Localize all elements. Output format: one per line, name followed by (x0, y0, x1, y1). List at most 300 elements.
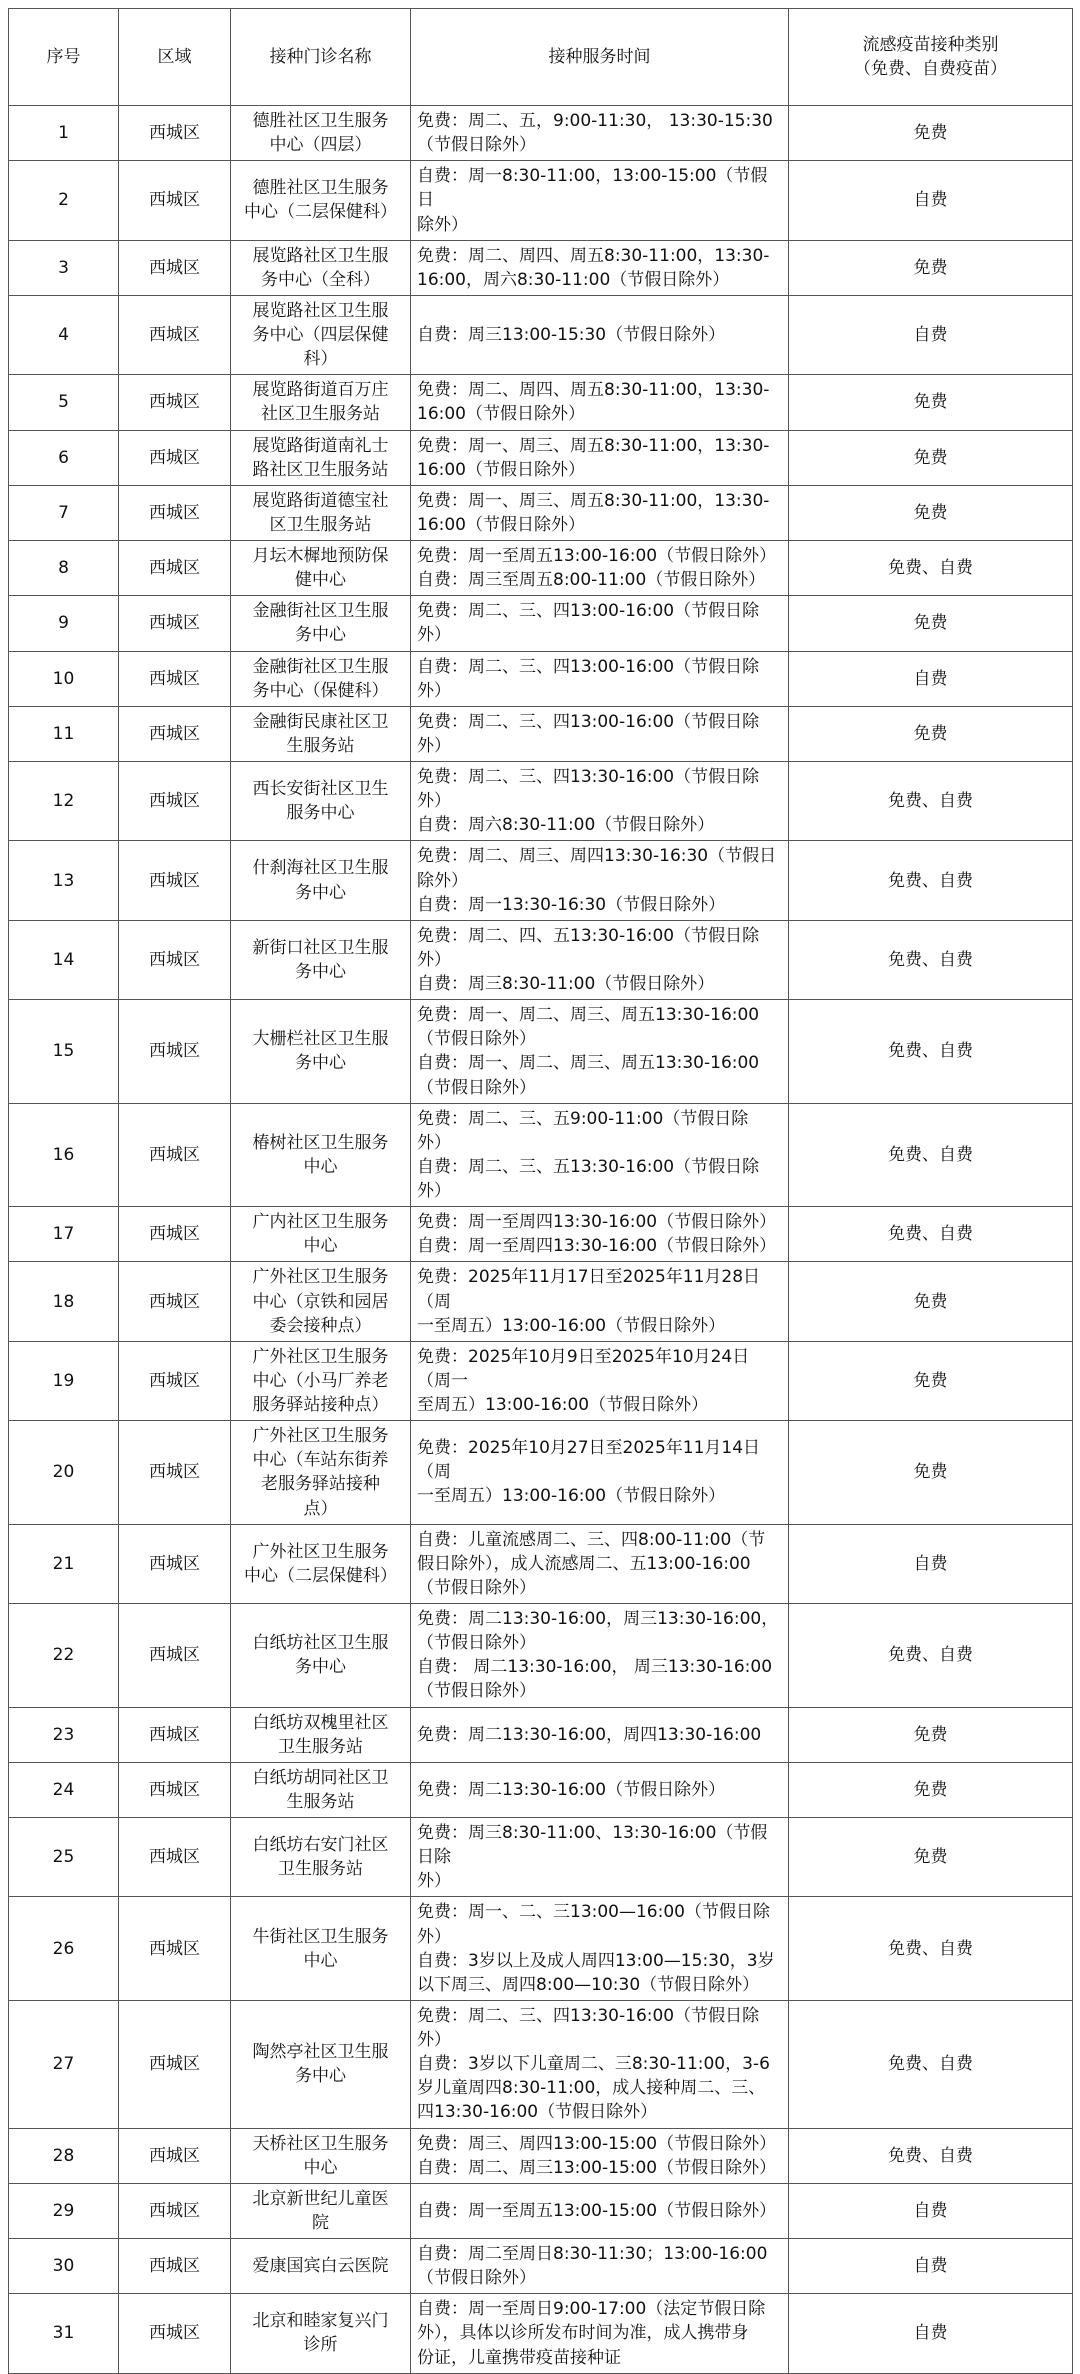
clinic-name-text: 展览路街道南礼士 路社区卫生服务站 (252, 435, 389, 480)
service-time-line: 自费：周一至周日9:00-17:00（法定节假日除 外），具体以诊所发布时间为准，成人携带身 份证，儿童携带疫苗接种证 (417, 2299, 766, 2368)
district-cell-text: 西城区 (149, 325, 200, 345)
service-time (411, 1762, 789, 1817)
service-time (411, 375, 789, 430)
row-number (9, 1524, 119, 1603)
district-cell-text: 西城区 (149, 1462, 200, 1483)
service-time-line: 免费：周一至周四13:30-16:00（节假日除外） (417, 1212, 777, 1233)
service-time-line: 免费：周三8:30-11:00、13:30-16:00（节假日除 外） (417, 1823, 768, 1892)
row-number (9, 1762, 119, 1817)
table-row (9, 1707, 1073, 1762)
service-time-line: 免费：周二13:30-16:00，周三13:30-16:00， （节假日除外） (417, 1609, 779, 1654)
district-cell (119, 541, 231, 596)
clinic-name-text: 爱康国宾白云医院 (252, 2256, 389, 2277)
service-time (411, 920, 789, 999)
table-row (9, 1421, 1073, 1525)
service-time-line: 自费： 周二13:30-16:00， 周三13:30-16:00 （节假日除外） (417, 1657, 773, 1702)
district-cell-text: 西城区 (149, 558, 200, 579)
clinic-name (231, 762, 411, 841)
vaccine-category-text: 免费、自费 (888, 1041, 973, 1062)
service-time-line: 自费：周二、周三13:00-15:00（节假日除外） (417, 2157, 777, 2178)
row-number (9, 541, 119, 596)
service-time (411, 841, 789, 920)
district-cell (119, 1604, 231, 1708)
table-row (9, 596, 1073, 651)
vaccine-category-text: 免费 (913, 1724, 948, 1745)
district-cell-text: 西城区 (149, 2323, 200, 2344)
row-number-text: 11 (52, 723, 75, 744)
row-number-text: 28 (52, 2145, 75, 2166)
vaccine-category-text: 免费、自费 (888, 1938, 973, 1959)
row-number (9, 841, 119, 920)
row-number-text: 30 (52, 2256, 75, 2277)
district-cell (119, 1818, 231, 1897)
row-number (9, 2183, 119, 2238)
row-number-text: 4 (58, 325, 69, 345)
table-row (9, 541, 1073, 596)
service-time (411, 2294, 789, 2373)
clinic-name-text: 广内社区卫生服务 中心 (252, 1212, 389, 1257)
table-row (9, 1262, 1073, 1341)
clinic-name-text: 北京和睦家复兴门 诊所 (252, 2311, 389, 2356)
row-number (9, 375, 119, 430)
clinic-name (231, 651, 411, 706)
row-number-text: 12 (52, 791, 75, 812)
service-time (411, 1707, 789, 1762)
district-cell (119, 1707, 231, 1762)
clinic-name-text: 陶然亭社区卫生服 务中心 (252, 2042, 389, 2087)
row-number (9, 2000, 119, 2128)
service-time (411, 2128, 789, 2183)
district-cell (119, 2128, 231, 2183)
service-time-line: 免费：周二、周三、周四13:30-16:30（节假日 除外） (417, 846, 777, 891)
service-time-line: 免费：周一、周二、周三、周五13:30-16:00 （节假日除外） (417, 1005, 760, 1050)
service-time-line: 免费：2025年11月17日至2025年11月28日（周 一至周五）13:00-16:00（节假日除外） (417, 1267, 761, 1336)
district-cell (119, 706, 231, 761)
district-cell (119, 1103, 231, 1207)
vaccine-category (789, 651, 1073, 706)
service-time-line: 自费：周一13:30-16:30（节假日除外） (417, 894, 726, 915)
table-row (9, 161, 1073, 240)
clinic-name (231, 2239, 411, 2294)
district-cell (119, 1524, 231, 1603)
district-cell-text: 西城区 (149, 1041, 200, 1062)
clinic-name (231, 1707, 411, 1762)
vaccine-category (789, 2239, 1073, 2294)
row-number-text: 26 (52, 1938, 75, 1959)
vaccine-category-text: 自费 (913, 668, 948, 689)
service-time (411, 1262, 789, 1341)
table-row (9, 485, 1073, 540)
service-time (411, 596, 789, 651)
vaccine-category-text: 免费 (913, 613, 948, 634)
service-time-line: 自费：周三至周五8:00-11:00（节假日除外） (417, 570, 766, 591)
row-number (9, 762, 119, 841)
vaccine-category (789, 2294, 1073, 2373)
header-serial-number: 序号 (9, 9, 119, 106)
table-row (9, 295, 1073, 374)
service-time-line: 免费：周二13:30-16:00，周四13:30-16:00 (417, 1724, 762, 1745)
district-cell (119, 1421, 231, 1525)
clinic-name (231, 1207, 411, 1262)
service-time (411, 2183, 789, 2238)
service-time (411, 2000, 789, 2128)
clinic-name (231, 1818, 411, 1897)
row-number-text: 7 (58, 502, 69, 523)
district-cell-text: 西城区 (149, 392, 200, 413)
service-time-line: 免费：周二、三、四13:30-16:00（节假日除 外） (417, 767, 760, 812)
vaccine-category-text: 免费 (913, 502, 948, 523)
clinic-name (231, 2128, 411, 2183)
vaccine-category-text: 自费 (913, 2323, 948, 2344)
vaccine-category-text: 免费 (913, 257, 948, 278)
vaccine-category (789, 1262, 1073, 1341)
vaccine-category-text: 免费、自费 (888, 558, 973, 579)
district-cell-text: 西城区 (149, 1847, 200, 1868)
district-cell-text: 西城区 (149, 791, 200, 812)
row-number-text: 14 (52, 949, 75, 970)
vaccine-category-text: 免费 (913, 1370, 948, 1391)
service-time-line: 自费：3岁以下儿童周二、三8:30-11:00，3-6 岁儿童周四8:30-11:00，成人接种周二、三、 四13:30-16:00（节假日除外） (417, 2054, 770, 2123)
row-number-text: 2 (58, 190, 69, 211)
row-number (9, 920, 119, 999)
header-row (9, 9, 1073, 106)
service-time-line: 免费：周一、周三、周五8:30-11:00，13:30- 16:00（节假日除外） (417, 435, 770, 480)
table-row (9, 1207, 1073, 1262)
row-number-text: 16 (52, 1144, 75, 1165)
row-number (9, 2239, 119, 2294)
vaccine-category-text: 免费 (913, 392, 948, 413)
vaccine-category-text: 免费、自费 (888, 1645, 973, 1666)
service-time-line: 免费：2025年10月9日至2025年10月24日（周一 至周五）13:00-16:00（节假日除外） (417, 1346, 750, 1415)
clinic-name (231, 2183, 411, 2238)
service-time (411, 1341, 789, 1420)
district-cell (119, 1207, 231, 1262)
vaccine-category-text: 自费 (913, 325, 948, 345)
service-time (411, 106, 789, 161)
header-clinic-name: 接种门诊名称 (231, 9, 411, 106)
district-cell (119, 161, 231, 240)
service-time (411, 240, 789, 295)
clinic-name-text: 德胜社区卫生服务 中心（四层） (252, 111, 389, 156)
vaccine-category-text: 自费 (913, 2256, 948, 2277)
row-number (9, 295, 119, 374)
table-row (9, 1897, 1073, 2001)
vaccine-category (789, 1818, 1073, 1897)
district-cell-text: 西城区 (149, 123, 200, 144)
service-time-line: 自费：3岁以上及成人周四13:00—15:30，3岁 以下周三、周四8:00—10:30（节假日除外） (417, 1950, 775, 1995)
vaccine-category-text: 免费 (913, 1462, 948, 1483)
table-body (9, 106, 1073, 2374)
district-cell-text: 西城区 (149, 723, 200, 744)
table-row (9, 1762, 1073, 1817)
district-cell-text: 西城区 (149, 1938, 200, 1959)
row-number-text: 22 (52, 1645, 75, 1666)
row-number (9, 485, 119, 540)
service-time-line: 免费：周一、周三、周五8:30-11:00，13:30- 16:00（节假日除外） (417, 490, 770, 535)
service-time-line: 免费：周二、五，9:00-11:30， 13:30-15:30 （节假日除外） (417, 111, 773, 156)
district-cell-text: 西城区 (149, 2054, 200, 2075)
district-cell (119, 430, 231, 485)
clinic-name-text: 白纸坊右安门社区 卫生服务站 (252, 1835, 389, 1880)
clinic-name-text: 金融街社区卫生服 务中心 (252, 601, 389, 646)
row-number-text: 10 (52, 668, 75, 689)
district-cell (119, 841, 231, 920)
clinic-name (231, 596, 411, 651)
clinic-name (231, 1524, 411, 1603)
service-time (411, 1207, 789, 1262)
clinic-name-text: 白纸坊胡同社区卫 生服务站 (252, 1767, 389, 1812)
district-cell (119, 485, 231, 540)
header-service-time: 接种服务时间 (411, 9, 789, 106)
vaccine-category (789, 1524, 1073, 1603)
vaccine-category-text: 免费 (913, 447, 948, 468)
vaccine-category-text: 免费、自费 (888, 949, 973, 970)
vaccine-category (789, 2183, 1073, 2238)
service-time-line: 免费：周一至周五13:00-16:00（节假日除外） (417, 546, 777, 566)
row-number (9, 1897, 119, 2001)
row-number-text: 1 (58, 123, 69, 144)
district-cell-text: 西城区 (149, 502, 200, 523)
vaccine-category-text: 免费 (913, 123, 948, 144)
district-cell (119, 2183, 231, 2238)
vaccine-category (789, 1762, 1073, 1817)
table-row (9, 2183, 1073, 2238)
clinic-name (231, 1762, 411, 1817)
service-time-line: 自费：周二至周日8:30-11:30；13:00-16:00 （节假日除外） (417, 2244, 768, 2289)
row-number-text: 27 (52, 2054, 75, 2075)
service-time-line: 免费：周二、三、四13:00-16:00（节假日除 外） (417, 711, 760, 756)
vaccine-category-text: 免费 (913, 723, 948, 744)
clinic-name (231, 295, 411, 374)
vaccine-category (789, 485, 1073, 540)
clinic-name-text: 牛街社区卫生服务 中心 (252, 1926, 389, 1971)
vaccine-category (789, 430, 1073, 485)
district-cell-text: 西城区 (149, 1553, 200, 1574)
district-cell-text: 西城区 (149, 257, 200, 278)
table-row (9, 1818, 1073, 1897)
vaccine-category-text: 自费 (913, 1553, 948, 1574)
clinic-name (231, 106, 411, 161)
table-row (9, 706, 1073, 761)
row-number (9, 651, 119, 706)
clinic-name-text: 展览路社区卫生服 务中心（全科） (252, 245, 389, 290)
clinic-name (231, 706, 411, 761)
district-cell-text: 西城区 (149, 2145, 200, 2166)
row-number-text: 15 (52, 1041, 75, 1062)
service-time-line: 自费：周二、三、五13:30-16:00（节假日除 外） (417, 1156, 760, 1201)
vaccine-category (789, 762, 1073, 841)
table-row (9, 240, 1073, 295)
vaccine-category (789, 1421, 1073, 1525)
clinic-name (231, 240, 411, 295)
vaccine-category-text: 免费 (913, 1847, 948, 1868)
service-time (411, 161, 789, 240)
district-cell (119, 295, 231, 374)
service-time (411, 295, 789, 374)
district-cell-text: 西城区 (149, 949, 200, 970)
service-time-line: 免费：周二、三、四13:30-16:00（节假日除 外） (417, 2005, 760, 2050)
vaccine-category-text: 免费 (913, 1291, 948, 1312)
district-cell-text: 西城区 (149, 1370, 200, 1391)
vaccine-category-text: 免费、自费 (888, 791, 973, 812)
service-time (411, 1000, 789, 1104)
vaccine-category (789, 2000, 1073, 2128)
header-vaccine-category: 流感疫苗接种类别 （免费、自费疫苗） (789, 9, 1073, 106)
district-cell-text: 西城区 (149, 1224, 200, 1245)
service-time-line: 自费：周一、周二、周三、周五13:30-16:00 （节假日除外） (417, 1053, 760, 1098)
district-cell (119, 1000, 231, 1104)
table-row (9, 2239, 1073, 2294)
row-number (9, 240, 119, 295)
district-cell (119, 1762, 231, 1817)
row-number (9, 2294, 119, 2373)
vaccine-category (789, 706, 1073, 761)
clinic-name (231, 841, 411, 920)
vaccine-category (789, 596, 1073, 651)
vaccine-category (789, 1604, 1073, 1708)
service-time-line: 自费：周三13:00-15:30（节假日除外） (417, 325, 726, 345)
row-number (9, 2128, 119, 2183)
vaccine-category (789, 841, 1073, 920)
service-time (411, 1103, 789, 1207)
clinic-name-text: 北京新世纪儿童医 院 (252, 2188, 389, 2233)
clinic-name-text: 椿树社区卫生服务 中心 (252, 1132, 389, 1177)
vaccine-category (789, 920, 1073, 999)
row-number (9, 596, 119, 651)
service-time-line: 自费：周一至周五13:00-15:00（节假日除外） (417, 2200, 777, 2221)
service-time-line: 免费：周二13:30-16:00（节假日除外） (417, 1779, 726, 1800)
table-row (9, 1103, 1073, 1207)
header-district: 区域 (119, 9, 231, 106)
district-cell-text: 西城区 (149, 1144, 200, 1165)
district-cell (119, 2000, 231, 2128)
table-row (9, 920, 1073, 999)
row-number (9, 1604, 119, 1708)
district-cell-text: 西城区 (149, 870, 200, 891)
table-row (9, 106, 1073, 161)
service-time (411, 2239, 789, 2294)
district-cell-text: 西城区 (149, 1645, 200, 1666)
district-cell-text: 西城区 (149, 613, 200, 634)
service-time (411, 762, 789, 841)
clinic-name (231, 920, 411, 999)
service-time-line: 免费：周二、三、四13:00-16:00（节假日除 外） (417, 601, 760, 646)
clinic-name-text: 金融街社区卫生服 务中心（保健科） (252, 656, 389, 701)
clinic-name (231, 541, 411, 596)
service-time (411, 485, 789, 540)
service-time-line: 自费：周一8:30-11:00，13:00-15:00（节假日 除外） (417, 166, 768, 235)
clinic-name (231, 375, 411, 430)
row-number-text: 25 (52, 1847, 75, 1868)
service-time (411, 651, 789, 706)
district-cell (119, 762, 231, 841)
clinic-name-text: 月坛木樨地预防保 健中心 (252, 546, 389, 591)
row-number-text: 21 (52, 1553, 75, 1574)
clinic-name (231, 430, 411, 485)
clinic-name-text: 广外社区卫生服务 中心（京铁和园居 委会接种点） (252, 1267, 389, 1336)
clinic-name-text: 展览路街道百万庄 社区卫生服务站 (252, 380, 389, 425)
vaccine-category (789, 1207, 1073, 1262)
service-time-line: 免费：周一、二、三13:00—16:00（节假日除 外） (417, 1902, 770, 1947)
vaccination-schedule-table (8, 8, 1073, 2374)
row-number (9, 1421, 119, 1525)
row-number-text: 5 (58, 392, 69, 413)
row-number (9, 1707, 119, 1762)
service-time-line: 免费：周二、三、五9:00-11:00（节假日除 外） (417, 1108, 749, 1153)
clinic-name (231, 2000, 411, 2128)
vaccine-category-text: 免费、自费 (888, 1144, 973, 1165)
district-cell-text: 西城区 (149, 2256, 200, 2277)
row-number (9, 1341, 119, 1420)
vaccine-category (789, 541, 1073, 596)
service-time-line: 自费：周二、三、四13:00-16:00（节假日除 外） (417, 656, 760, 701)
table-row (9, 762, 1073, 841)
vaccine-category-text: 自费 (913, 190, 948, 211)
district-cell (119, 106, 231, 161)
clinic-name (231, 1421, 411, 1525)
district-cell (119, 651, 231, 706)
clinic-name (231, 485, 411, 540)
clinic-name-text: 广外社区卫生服务 中心（小马厂养老 服务驿站接种点） (252, 1346, 389, 1415)
vaccine-category-text: 免费、自费 (888, 2054, 973, 2075)
clinic-name-text: 展览路街道德宝社 区卫生服务站 (252, 490, 389, 535)
clinic-name (231, 161, 411, 240)
service-time-line: 免费：周二、周四、周五8:30-11:00，13:30- 16:00，周六8:30-11:00（节假日除外） (417, 245, 770, 290)
row-number-text: 29 (52, 2200, 75, 2221)
service-time (411, 1897, 789, 2001)
clinic-name (231, 1000, 411, 1104)
table-row (9, 2000, 1073, 2128)
service-time-line: 自费：周六8:30-11:00（节假日除外） (417, 815, 715, 836)
row-number-text: 18 (52, 1291, 75, 1312)
vaccine-category (789, 2128, 1073, 2183)
table-row (9, 1000, 1073, 1104)
table-row (9, 1524, 1073, 1603)
service-time (411, 430, 789, 485)
table-row (9, 651, 1073, 706)
district-cell (119, 375, 231, 430)
row-number-text: 6 (58, 447, 69, 468)
service-time (411, 1604, 789, 1708)
row-number-text: 19 (52, 1370, 75, 1391)
row-number (9, 1103, 119, 1207)
row-number (9, 706, 119, 761)
service-time-line: 免费：周二、四、五13:30-16:00（节假日除 外） (417, 925, 760, 970)
district-cell-text: 西城区 (149, 1724, 200, 1745)
district-cell (119, 1341, 231, 1420)
row-number-text: 24 (52, 1779, 75, 1800)
district-cell-text: 西城区 (149, 1291, 200, 1312)
vaccine-category (789, 1103, 1073, 1207)
clinic-name (231, 1897, 411, 2001)
vaccine-category (789, 1000, 1073, 1104)
clinic-name-text: 西长安街社区卫生 服务中心 (252, 779, 389, 824)
table-row (9, 841, 1073, 920)
service-time-line: 自费：周三8:30-11:00（节假日除外） (417, 974, 715, 994)
clinic-name (231, 1604, 411, 1708)
row-number (9, 1262, 119, 1341)
clinic-name-text: 金融街民康社区卫 生服务站 (252, 711, 389, 756)
service-time (411, 706, 789, 761)
vaccine-category (789, 1707, 1073, 1762)
vaccine-category (789, 1341, 1073, 1420)
row-number-text: 13 (52, 870, 75, 891)
service-time (411, 1818, 789, 1897)
clinic-name (231, 2294, 411, 2373)
row-number-text: 23 (52, 1724, 75, 1745)
row-number (9, 1000, 119, 1104)
clinic-name (231, 1103, 411, 1207)
